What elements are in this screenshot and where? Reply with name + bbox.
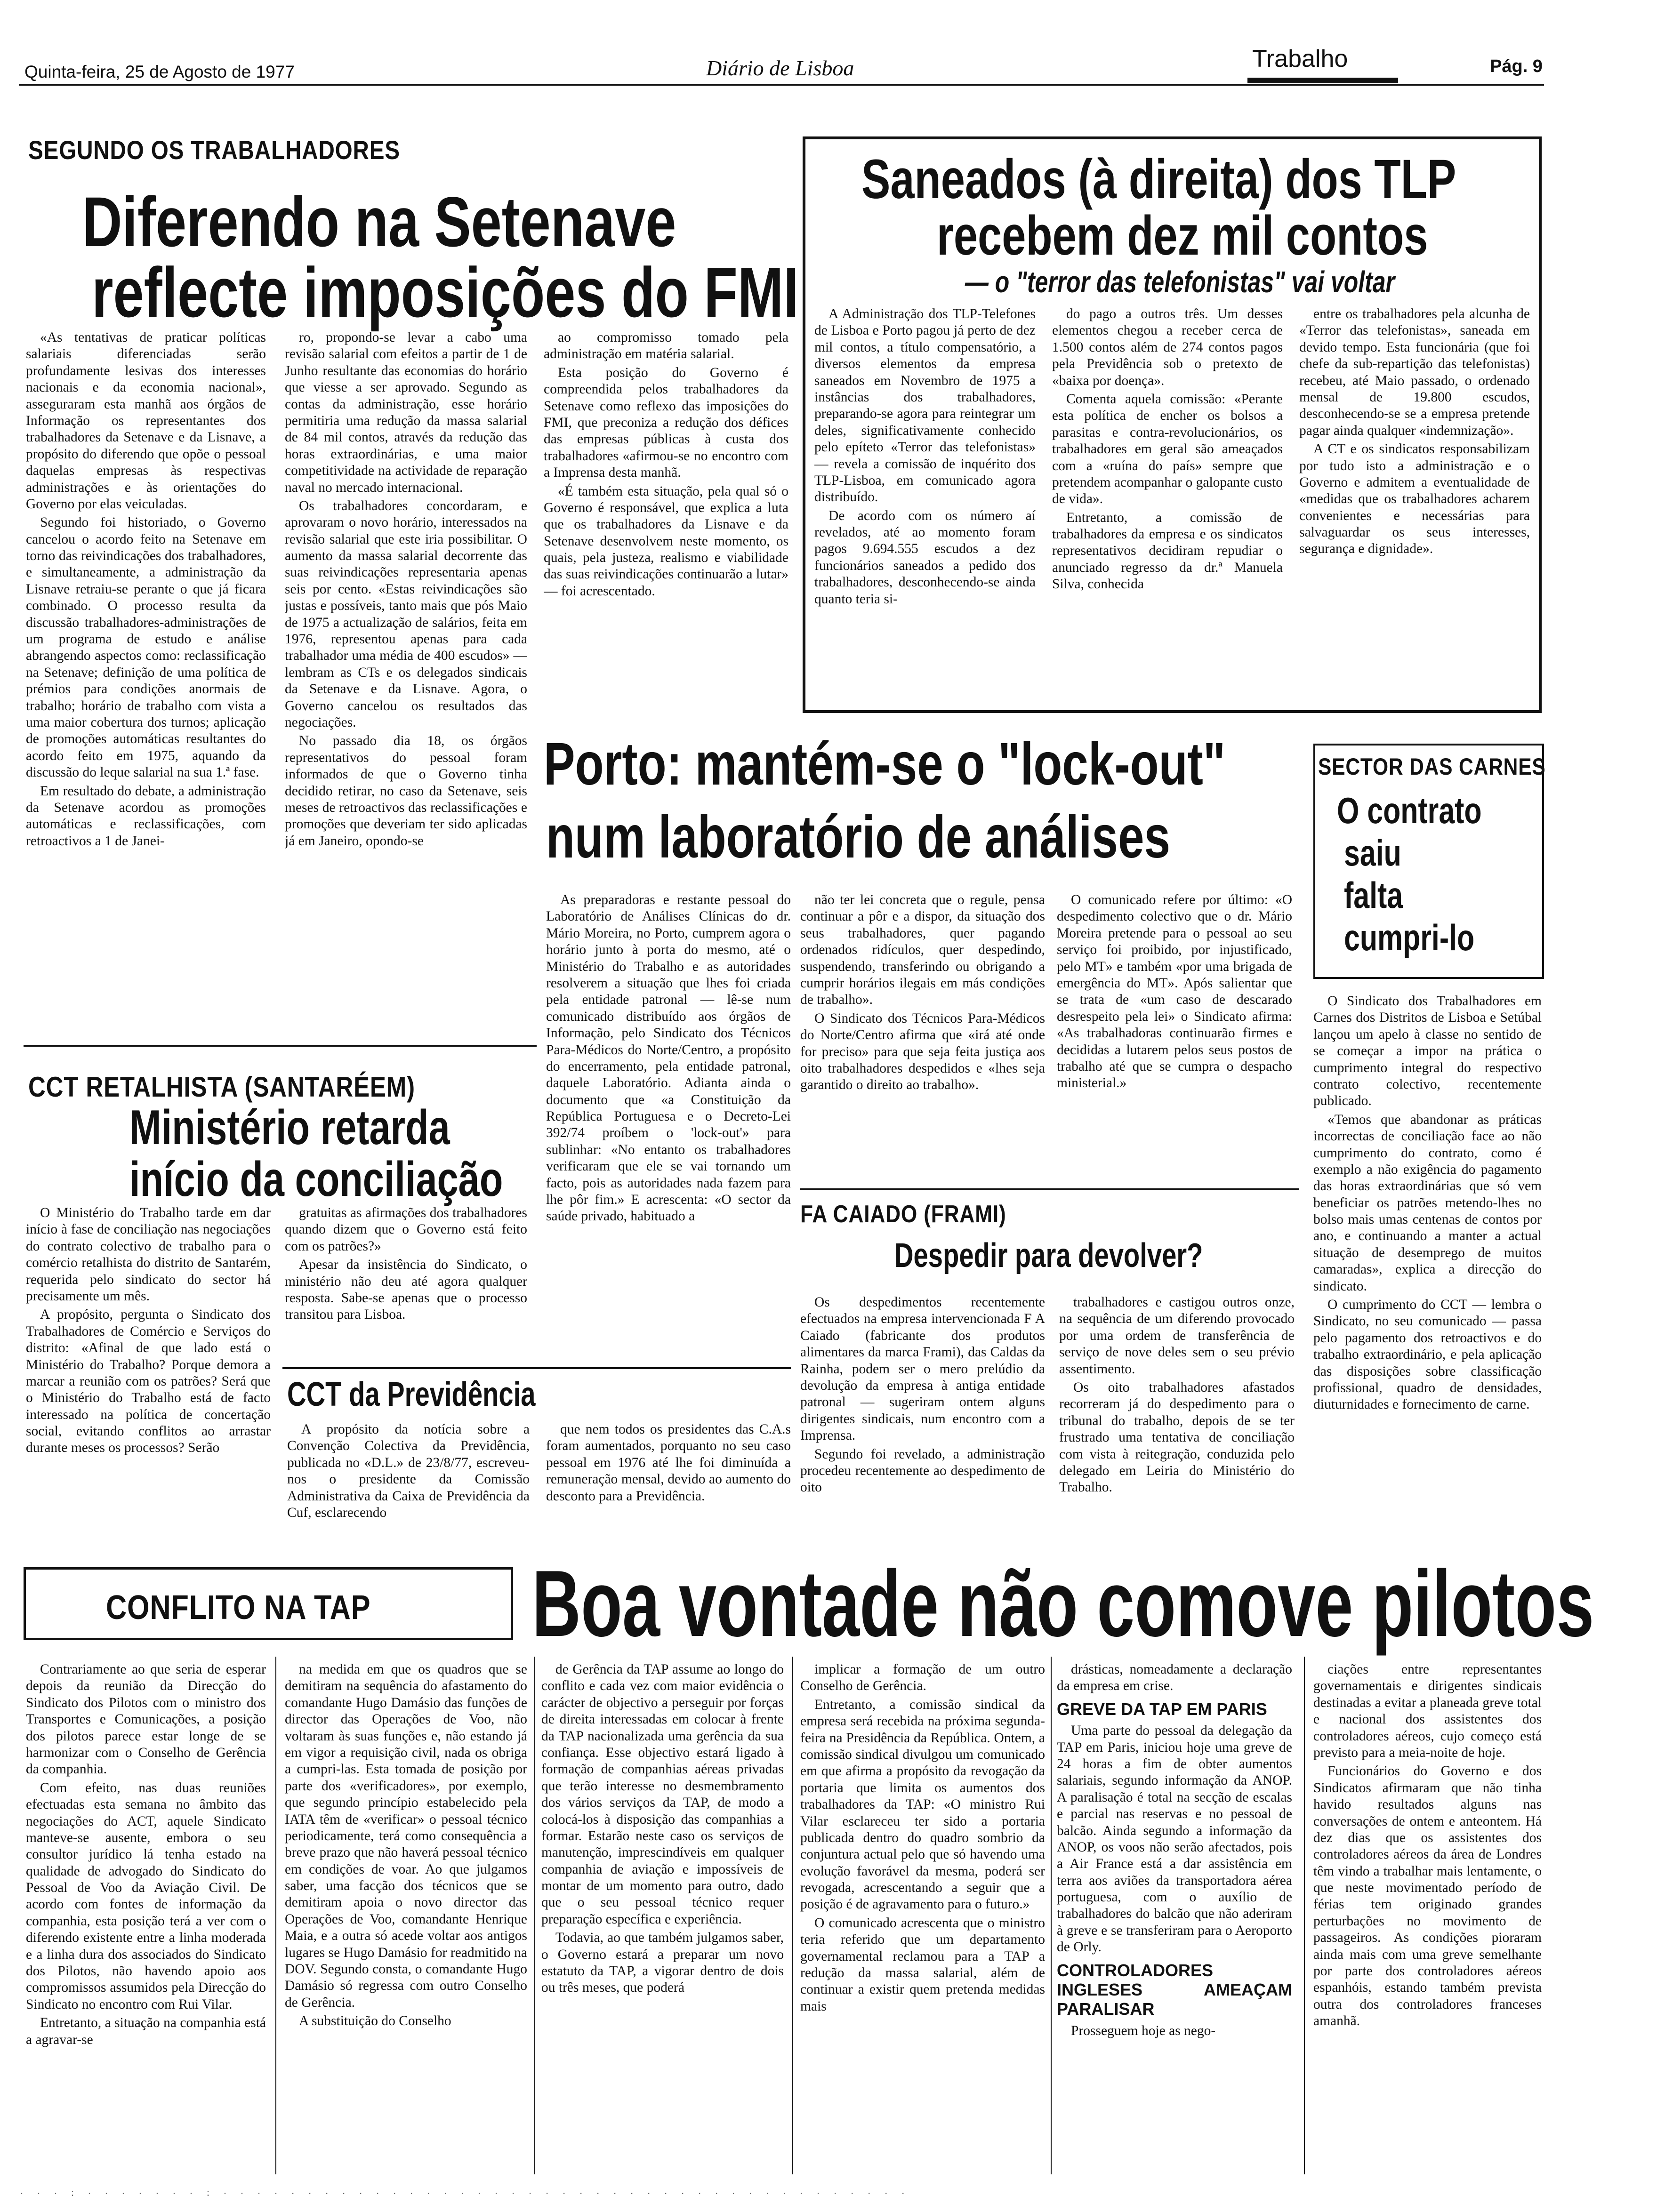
previdencia-col-1	[287, 1421, 530, 1553]
paragraph: A propósito da notícia sobre a Convenção Colectiva da Previdência, publicada no «D.L.» de 23/8/77, escreveu-nos o presidente da Comissão Administrativa da Caixa de Previdência da Cuf, esclarecendo	[287, 1422, 530, 1520]
section-title: Trabalho	[1252, 45, 1348, 72]
paragraph: «As tentativas de praticar políticas salariais diferenciadas serão profundamente lesivas dos interesses nacionais e da economia nacional», asseguraram esta manhã aos órgãos de Informação os representantes dos trabalhadores da Setenave e da Lisnave, a propósito do diferendo que opõe o pessoal daquelas empresas às respectivas administrações e às orientações do Governo por elas veiculadas.	[26, 330, 266, 512]
paragraph: Comenta aquela comissão: «Perante esta política de encher os bolsos a parasitas e contra-revolucionários, os trabalhadores em geral são ameaçados com a «ruína do país» sempre que pretendem acompanhar o galopante custo de vida».	[1052, 391, 1283, 507]
previdencia-col-2	[546, 1421, 791, 1553]
porto-col-2	[800, 892, 1045, 1174]
paragraph: O comunicado refere por último: «O despedimento colectivo que o dr. Mário Moreira pretende para o pessoal ao seu serviço foi proibido, por injustificado, pelo MT» e também «por uma brigada de emergência do MT». Após salientar que se trata de «um caso de descarado desrespeito pela lei» o Sindicato afirma: «As trabalhadoras continuarão firmes e decididas a lutarem pelos seus postos de trabalho até que se cumpra o despacho ministerial.»	[1057, 892, 1292, 1091]
paragraph: O Sindicato dos Trabalhadores em Carnes dos Distritos de Lisboa e Setúbal lançou um apelo à classe no sentido de se começar a impor na prática o cumprimento integral do respectivo contrato colectivo, recentemente publicado.	[1313, 994, 1542, 1109]
porto-headline-2: num laboratório de análises	[546, 803, 1170, 871]
paragraph: Todavia, ao que também julgamos saber, o Governo estará a preparar um novo estatuto da TAP, a vigorar dentro de dois ou três meses, que poderá	[541, 1930, 784, 1996]
setenave-headline-1: Diferendo na Setenave	[82, 182, 676, 261]
tap-col-5	[1057, 1661, 1292, 2170]
page-number: Pág. 9	[1490, 56, 1543, 76]
paragraph: ciações entre representantes governamentais e dirigentes sindicais destinadas a evitar a planeada greve total e nacional dos assistentes dos controladores aéreos, cujo começo está previsto para a meia-noite de hoje.	[1313, 1662, 1542, 1760]
header-date: Quinta-feira, 25 de Agosto de 1977	[24, 62, 295, 81]
paragraph: Os trabalhadores concordaram, e aprovaram o novo horário, interessados na revisão salarial que este iria possibilitar. O aumento da massa salarial decorrente das suas reivindicações representaria apenas seis por cento. «Estas reivindicações são justas e possíveis, tanto mais que pós Maio de 1975 a actualização de salários, feita em 1976, representou apenas para cada trabalhador uma média de 400 escudos» — lembram as CTs e os delegados sindicais da Setenave e da Lisnave. Agora, o Governo cancelou os resultados das negociações.	[285, 498, 527, 730]
paragraph: Contrariamente ao que seria de esperar depois da reunião da Direcção do Sindicato dos Pilotos com o ministro dos Transportes e Comunicações, a posição dos pilotos parece estar longe de se harmonizar com o Conselho de Gerência da companhia.	[26, 1662, 266, 1777]
tlp-headline-2: recebem dez mil contos	[937, 205, 1428, 267]
paragraph: não ter lei concreta que o regule, pensa continuar a pôr e a dispor, da situação dos seus trabalhadores, quer pagando ordenados ridículos, quer despedindo, suspendendo, transferindo ou obrigando a cumprir horários ilegais em más condições de trabalho».	[800, 892, 1045, 1008]
carnes-headline-3: falta	[1344, 874, 1403, 916]
setenave-col-2	[285, 329, 527, 1031]
paragraph: O cumprimento do CCT — lembra o Sindicato, no seu comunicado — passa pelo pagamento dos retroactivos e do trabalho extraordinário, e pela aplicação das disposições sobre classificação profissional, quadro de densidades, diuturnidades e fornecimento de carne.	[1313, 1297, 1542, 1412]
cct-col-1	[26, 1205, 271, 1551]
previdencia-headline: CCT da Previdência	[287, 1376, 536, 1413]
tlp-col-1	[814, 306, 1036, 704]
column-rule	[792, 1657, 793, 2174]
tlp-headline-1: Saneados (à direita) dos TLP	[861, 148, 1456, 210]
tlp-col-3	[1299, 306, 1530, 704]
paragraph: Com efeito, nas duas reuniões efectuadas esta semana no âmbito das negociações do ACT, aquele Sindicato manteve-se ausente, embora o seu consultor jurídico lá tenha estado na qualidade de advogado do Sindicato do Pessoal de Voo da Aviação Civil. De acordo com fontes de informação da companhia, esta posição terá a ver com o diferendo existente entre a linha moderada e a linha dura dos associados do Sindicato dos Pilotos, não havendo apoio aos compromissos assumidos pela Direcção do Sindicato no encontro com Rui Vilar.	[26, 1780, 266, 2012]
carnes-headline-2: saiu	[1344, 832, 1401, 874]
carnes-headline-1: O contrato	[1337, 790, 1482, 831]
header-rule	[19, 84, 1544, 86]
greve-subhead: GREVE DA TAP EM PARIS	[1057, 1699, 1267, 1719]
controladores-subhead: CONTROLADORES INGLESES AMEAÇAM PARALISAR	[1057, 1960, 1292, 2019]
caiado-col-1	[800, 1294, 1045, 1551]
divider	[282, 1367, 791, 1369]
paragraph: de Gerência da TAP assume ao longo do conflito e cada vez com maior evidência o carácter de objectivo a perseguir por forças de direita interessadas em colocar à frente da TAP nacionalizada uma gerência da sua confiança. Esse objectivo estará ligado à formação de companhias aéreas privadas que terão interesse no desmembramento dos vários serviços da TAP, de modo a colocá-los à disposição das companhias a formar. Estarão neste caso os serviços de manutenção, imprescindíveis em qualquer companhia de aviação e impossíveis de montar de um momento para outro, dado que o seu pessoal técnico requer preparação específica e experiência.	[541, 1662, 784, 1927]
tap-col-6	[1313, 1661, 1542, 2170]
tlp-col-2	[1052, 306, 1283, 704]
setenave-headline-2: reflecte imposições do FMI	[92, 253, 799, 332]
paragraph: gratuitas as afirmações dos trabalhadores quando dizem que o Governo está feito com os patrões?»	[285, 1205, 527, 1254]
section-underline	[1247, 78, 1398, 83]
setenave-col-3	[544, 329, 788, 706]
paragraph: implicar a formação de um outro Conselho de Gerência.	[800, 1662, 1045, 1694]
paragraph: drásticas, nomeadamente a declaração da empresa em crise.	[1057, 1662, 1292, 1694]
tap-col-2	[285, 1661, 527, 2170]
porto-col-3	[1057, 892, 1292, 1174]
paragraph: Apesar da insistência do Sindicato, o ministério não deu até agora qualquer resposta. Sabe-se apenas que o processo transitou para Lisboa.	[285, 1257, 527, 1322]
paragraph: O Sindicato dos Técnicos Para-Médicos do Norte/Centro afirma que «irá até onde for preciso» para que seja feita justiça aos oito trabalhadores despedidos e «lhes seja garantido o direito ao trabalho».	[800, 1010, 1045, 1093]
caiado-kicker: FA CAIADO (FRAMI)	[800, 1201, 1006, 1228]
paragraph: Esta posição do Governo é compreendida pelos trabalhadores da Setenave como reflexo das imposições do FMI, que preconiza a redução dos défices das empresas públicas à custa dos trabalhadores «afirmou-se no encontro com a Imprensa desta manhã.	[544, 365, 788, 481]
paragraph: As preparadoras e restante pessoal do Laboratório de Análises Clínicas do dr. Mário Moreira, no Porto, cumprem agora o horário junto à porta do mesmo, até o Ministério do Trabalho e as autoridades resolverem a situação que lhes foi criada pela entidade patronal — lê-se num comunicado distribuído aos órgãos de Informação, pelo Sindicato dos Técnicos Para-Médicos do Norte/Centro, a propósito do encerramento, pela entidade patronal, daquele Laboratório. Adianta ainda o documento que «a Constituição da República Portuguesa e o Decreto-Lei 392/74 proíbem o 'lock-out'» para sublinhar: «No entanto os trabalhadores verificaram que ele se vai tornando um facto, pois as autoridades nada fazem para lhe pôr fim.» E acrescenta: «O sector da saúde privado, habituado a	[546, 892, 791, 1224]
column-rule	[275, 1657, 276, 2174]
cct-headline-1: Ministério retarda	[129, 1100, 450, 1155]
caiado-col-2	[1059, 1294, 1295, 1551]
carnes-kicker: SECTOR DAS CARNES	[1318, 753, 1546, 780]
paragraph: No passado dia 18, os órgãos representativos do pessoal foram informados de que o Governo tinha decidido retirar, no caso da Setenave, seis meses de retroactivos das reclassificações e promoções que deveriam ter sido aplicadas já em Janeiro, opondo-se	[285, 733, 527, 849]
paragraph: A propósito, pergunta o Sindicato dos Trabalhadores de Comércio e Serviços do distrito: «Afinal de que lado está o Ministério do Trabalho? Porque demora a marcar a reunião com os patrões? Será que o Ministério do Trabalho está de facto interessado na política de concertação social, evitando conflitos ao arrastar durante meses os processos? Serão	[26, 1307, 271, 1456]
masthead: Diário de Lisboa	[706, 56, 854, 80]
paragraph: do pago a outros três. Um desses elementos chegou a receber cerca de 1.500 contos além de 274 contos pagos pela Previdência sob o pretexto de «baixa por doença».	[1052, 306, 1283, 388]
paragraph: «É também esta situação, pela qual só o Governo é responsável, que explica a luta que os trabalhadores da Lisnave e da Setenave desenvolvem neste momento, os quais, pela justeza, realismo e viabilidade das suas reivindicações continuarão a lutar» — foi acrescentado.	[544, 483, 788, 599]
paragraph: Segundo foi revelado, a administração procedeu recentemente ao despedimento de oito	[800, 1446, 1045, 1495]
paragraph: entre os trabalhadores pela alcunha de «Terror das telefonistas», saneada em devido tempo. Esta funcionária (que foi chefe da sub-repartição das telefonistas) recebeu, até Maio passado, o ordenado mensal de 19.800 escudos, desconhecendo-se se a empresa pretende pagar ainda qualquer «indemnização».	[1299, 306, 1530, 438]
paragraph: «Temos que abandonar as práticas incorrectas de conciliação face ao não cumprimento do contrato, como é exemplo a não exigência do pagamento das horas extraordinárias que só vem beneficiar os patrões metendo-lhes no bolso mais umas centenas de contos por ano, e continuando a manter a actual situação de desemprego de muitos camaradas», explica a direcção do sindicato.	[1313, 1112, 1542, 1294]
paragraph: Funcionários do Governo e dos Sindicatos afirmaram que não tinha havido resultados alguns nas conversações de ontem e anteontem. Há dez dias que os assistentes dos controladores aéreos da área de Londres têm vindo a trabalhar mais lentamente, o que neste movimentado período de férias tem originado grandes perturbações no movimento de passageiros. As condições pioraram ainda mais com uma greve semelhante por parte dos controladores aéreos espanhóis, estando também prevista outra dos controladores franceses amanhã.	[1313, 1763, 1542, 2029]
paragraph: Entretanto, a situação na companhia está a agravar-se	[26, 2015, 266, 2047]
tap-col-4	[800, 1661, 1045, 2170]
paragraph: ro, propondo-se levar a cabo uma revisão salarial com efeitos a partir de 1 de Junho resultante das economias do horário que viesse a ser aprovado. Segundo as contas da administração, esse horário permitiria uma redução da massa salarial de 84 mil contos, através da redução das horas extraordinárias, e uma maior competitividade na actividade de reparação naval no mercado internacional.	[285, 330, 527, 495]
paragraph: Os oito trabalhadores afastados recorreram já do despedimento para o tribunal do trabalho, depois de se ter frustrado uma tentativa de conciliação com vista à reitegração, conduzida pelo delegado em Leiria do Ministério do Trabalho.	[1059, 1379, 1295, 1495]
paragraph: A substituição do Conselho	[299, 2013, 451, 2029]
divider	[24, 1045, 537, 1047]
paragraph: que nem todos os presidentes das C.A.s foram aumentados, porquanto no seu caso pessoal em 1976 até lhe foi diminuída a remuneração mensal, devido ao aumento do desconto para a Previdência.	[546, 1422, 791, 1504]
paragraph: Em resultado do debate, a administração da Setenave acordou as promoções automáticas e reclassificações, com retroactivos a 1 de Janei-	[26, 783, 266, 849]
paragraph: Segundo foi historiado, o Governo cancelou o acordo feito na Setenave em torno das reivindicações dos trabalhadores, e simultaneamente, a administração da Lisnave retraiu-se perante o que já ficara combinado. O processo resulta da discussão trabalhadores-administrações de um programa de estudo e análise abrangendo aspectos como: reclassificação na Setenave; definição de uma política de prémios para condições anormais de trabalho; horário de trabalho com vista a uma maior cobertura dos turnos; aplicação de promoções automáticas resultantes do acordo feito em 1975, aquando da discussão do leque salarial na sua 1.ª fase.	[26, 515, 266, 780]
paragraph: O comunicado acrescenta que o ministro teria referido que um departamento governamental reclamou para a TAP a redução da massa salarial, além de continuar a existir quem pretenda medidas mais	[800, 1915, 1045, 2014]
paragraph: trabalhadores e castigou outros onze, na sequência de um diferendo provocado por uma ordem de transferência de serviço de nove deles sem o seu prévio assentimento.	[1059, 1295, 1295, 1377]
bottom-edge-noise: · · · : · · · · · · · : · · · · · · · · · · · · · · · · · · · · · · · · · · · · · · · · · · · · · · · · ·	[19, 2188, 909, 2199]
paragraph: O Ministério do Trabalho tarde em dar início à fase de conciliação nas negociações do contrato colectivo de trabalho para o comércio retalhista do distrito de Santarém, requerida pelo sindicato do sector há precisamente um mês.	[26, 1205, 271, 1304]
paragraph: A Administração dos TLP-Telefones de Lisboa e Porto pagou já perto de dez mil contos, a título compensatório, a diversos elementos da empresa saneados em Novembro de 1975 a instâncias dos trabalhadores, preparando-se agora para reintegrar um deles, significativamente conhecido pelo epíteto «Terror das telefonistas» — revela a comissão de inquérito dos TLP-Lisboa, em comunicado agora distribuído.	[814, 306, 1036, 505]
porto-headline-1: Porto: mantém-se o "lock-out"	[544, 730, 1226, 798]
paragraph: na medida em que os quadros que se demitiram na sequência do afastamento do comandante Hugo Damásio das funções de director das Operações de Voo, não voltaram às suas funções e, não estando já em vigor a requisição civil, nada os obriga a cumpri-las. Esta tomada de posição por parte dos «verificadores», por exemplo, que segundo princípio estabelecido pela IATA têm de «verificar» o pessoal técnico periodicamente, terá como consequência a breve prazo que não haverá pessoal técnico em condições de voar. Ao que julgamos saber, uma facção dos técnicos que se demitiram apoia o novo director das Operações de Voo, comandante Henrique Maia, e a outra só acede voltar aos antigos lugares se Hugo Damásio for readmitido na DOV. Segundo consta, o comandante Hugo Damásio só regressa com outro Conselho de Gerência.	[285, 1662, 527, 2010]
caiado-headline: Despedir para devolver?	[894, 1237, 1203, 1274]
tap-headline: Boa vontade não comove pilotos	[532, 1551, 1594, 1656]
column-rule	[1304, 1657, 1305, 2174]
tap-col-1	[26, 1661, 266, 2170]
setenave-kicker: SEGUNDO OS TRABALHADORES	[28, 135, 400, 165]
cct-kicker: CCT RETALHISTA (SANTARÉEM)	[28, 1071, 415, 1103]
paragraph: De acordo com os número aí revelados, até ao momento foram pagos 9.694.555 escudos a dez funcionários saneados a pedido dos trabalhadores, desconhecendo-se ainda quanto teria si-	[814, 508, 1036, 607]
paragraph: ao compromisso tomado pela administração em matéria salarial.	[544, 330, 788, 362]
tap-kicker: CONFLITO NA TAP	[106, 1589, 371, 1627]
column-rule	[534, 1657, 535, 2174]
paragraph: A CT e os sindicatos responsabilizam por tudo isto a administração e o Governo e admitem a eventualidade de «medidas que os trabalhadores acharem convenientes e necessárias para salvaguardar os seus interesses, segurança e dignidade».	[1299, 441, 1530, 557]
porto-col-1	[546, 892, 791, 1226]
column-rule	[1051, 1657, 1052, 2174]
paragraph: Entretanto, a comissão de trabalhadores da empresa e os sindicatos representativos decidiram repudiar o anunciado regresso da dr.ª Manuela Silva, conhecida	[1052, 510, 1283, 592]
paragraph: Uma parte do pessoal da delegação da TAP em Paris, iniciou hoje uma greve de 24 horas a fim de obter aumentos salariais, segundo informação da ANOP. A paralisação é total na secção de escalas e parcial nas reservas e no pessoal de balcão. Ainda segundo a informação da ANOP, os voos não serão afectados, pois a Air France está a dar assistência em terra aos aviões da transportadora aérea portuguesa, com o auxílio de trabalhadores do balcão que não aderiram à greve e se transferiram para o Aeroporto de Orly.	[1057, 1723, 1292, 1955]
setenave-col-1	[26, 329, 266, 1031]
cct-col-2	[285, 1205, 527, 1384]
paragraph: Entretanto, a comissão sindical da empresa será recebida na próxima segunda-feira na Presidência da República. Ontem, a comissão sindical divulgou um comunicado em que afirma a propósito da revogação da portaria que limita os aumentos dos trabalhadores da TAP: «O ministro Rui Vilar esclareceu ter sido a portaria publicada dentro do quadro sombrio da conjuntura actual pelo que só havendo uma evolução favorável da mesma, poderá ser revogada, acrescentando a seguir que a posição é de agravamento para o futuro.»	[800, 1697, 1045, 1912]
paragraph: Os despedimentos recentemente efectuados na empresa intervencionada F A Caiado (fabricante dos produtos alimentares da marca Frami), das Caldas da Rainha, podem ser o mero prelúdio da devolução da empresa à antiga entidade patronal — sugeriram ontem alguns dirigentes sindicais, num encontro com a Imprensa.	[800, 1295, 1045, 1443]
paragraph: Prosseguem hoje as nego-	[1071, 2023, 1216, 2038]
cct-headline-2: início da conciliação	[129, 1152, 503, 1207]
tap-col-3	[541, 1661, 784, 2170]
tlp-subtitle: — o "terror das telefonistas" vai voltar	[965, 265, 1395, 299]
carnes-headline-4: cumpri-lo	[1344, 917, 1475, 958]
carnes-body	[1313, 993, 1542, 1511]
divider	[800, 1188, 1299, 1190]
